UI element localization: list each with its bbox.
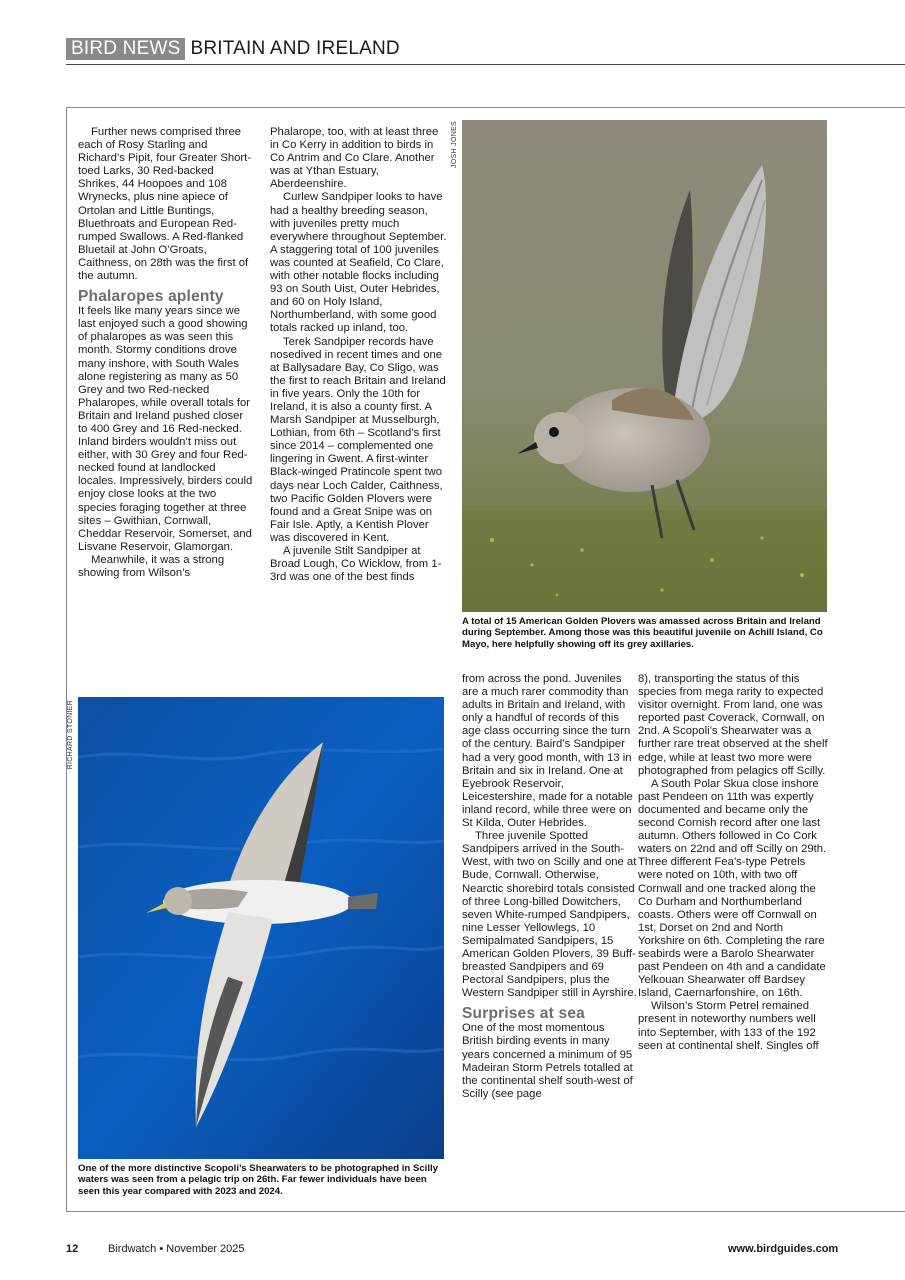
paragraph: A South Polar Skua close inshore past Pendeen on 11th was expertly documented and became only the second Cornish record after one last autumn. Others followed in Co Cork waters on 22nd and off Scilly on 29th. Three different Fea’s-type Petrels were noted on 10th, with two off Cornwall and one tracked along the Co Durham and Northumberland coasts. Others were off Cornwall on 1st, Dorset on 2nd and North Yorkshire on 6th. Completing the rare seabirds were a Barolo Shearwater past Pendeen on 4th and a candidate Yelkouan Shearwater off Bardsey Island, Caernarfonshire, on 16th. [638,777,827,1000]
shearwater-photo [78,697,444,1159]
paragraph: Wilson’s Storm Petrel remained present in noteworthy numbers well into September, with 133 of the 192 seen at continental shelf. Singles off [638,1000,819,1052]
text-column-2 [270,126,450,584]
photo-credit: RICHARD STONIER [67,700,74,770]
text-column-1 [78,126,253,580]
paragraph: It feels like many years since we last enjoyed such a good showing of phalaropes as was seen this month. Stormy conditions drove many inshore, with South Wales alone registering as many as 50 Grey and two Red-necked Phalaropes, while overall totals for Britain and Ireland pushed closer to 400 Grey and 16 Red-necked. Inland birders wouldn’t miss out either, with 30 Grey and four Red-necked found at landlocked locales. Impressively, birders could enjoy close looks at the two species foraging together at three sites – Gwithian, Cornwall, Cheddar Reservoir, Somerset, and Lisvane Reservoir, Glamorgan. [78,305,253,553]
region-title: BRITAIN AND IRELAND [190,38,400,59]
text-column-4 [638,673,830,1053]
page-number: 12 [66,1243,79,1255]
photo-caption: A total of 15 American Golden Plovers was amassed across Britain and Ireland during September. Among those was this beautiful juvenile on Achill Island, Co Mayo, here helpfully showing off its grey axillaries. [462,616,823,650]
subheading-phalaropes: Phalaropes aplenty [78,288,224,306]
section-header [66,38,905,65]
website-url: www.birdguides.com [728,1243,839,1255]
text-column-3 [462,673,637,1101]
paragraph: Three juvenile Spotted Sandpipers arrived in the South-West, with two on Scilly and one at Bude, Cornwall. Otherwise, Nearctic shorebird totals consisted of three Long-billed Dowitchers, seven White-rumped Sandpipers, nine Lesser Yellowlegs, 10 Semipalmated Sandpipers, 15 American Golden Plovers, 39 Buff-breasted Sandpipers and 69 Pectoral Sandpipers, plus the Western Sandpiper still in Ayrshire. [462,830,637,1000]
golden-plover-photo [462,120,827,612]
photo-credit: JOSH JONES [451,121,458,168]
section-label: BIRD NEWS [66,38,185,60]
paragraph: Curlew Sandpiper looks to have had a healthy breeding season, with juveniles pretty much everywhere throughout September. A staggering total of 100 juveniles was counted at Seafield, Co Clare, with other notable flocks including 93 on South Uist, Outer Hebrides, and 60 on Holy Island, Northumberland, with some good totals racked up inland, too. [270,191,447,335]
photo-caption: One of the more distinctive Scopoli’s Shearwaters to be photographed in Scilly waters was seen from a pelagic trip on 26th. Far fewer individuals have been seen this year compared with 2023 and 2024. [78,1163,439,1197]
paragraph: Terek Sandpiper records have nosedived in recent times and one at Ballysadare Bay, Co Sligo, was the first to reach Britain and Ireland in five years. Only the 10th for Ireland, it is also a county first. A Marsh Sandpiper at Musselburgh, Lothian, from 6th – Scotland’s first since 2014 – complemented one lingering in Gwent. A first-winter Black-winged Pratincole spent two days near Loch Calder, Caithness, two Pacific Golden Plovers were found and a Great Snipe was on Fair Isle. Aptly, a Kentish Plover was discovered in Kent. [270,335,446,544]
paragraph: Meanwhile, it was a strong showing from Wilson’s [78,553,225,579]
subheading-sea: Surprises at sea [462,1005,585,1023]
paragraph: A juvenile Stilt Sandpiper at Broad Lough, Co Wicklow, from 1-3rd was one of the best finds [270,545,442,584]
paragraph: One of the most momentous British birding events in many years concerned a minimum of 95 Madeiran Storm Petrels totalled at the continental shelf south-west of Scilly (see page [462,1022,633,1100]
paragraph: Phalarope, too, with at least three in Co Kerry in addition to birds in Co Antrim and Co Clare. Another was at Ythan Estuary, Aberdeenshire. [270,126,439,191]
magazine-issue: Birdwatch • November 2025 [108,1243,245,1255]
paragraph: 8), transporting the status of this species from mega rarity to expected visitor overnight. From land, one was reported past Coverack, Cornwall, on 2nd. A Scopoli’s Shearwater was a further rare treat observed at the shelf edge, while at least two more were photographed from pelagics off Scilly. [638,673,828,777]
paragraph: from across the pond. Juveniles are a much rarer commodity than adults in Britain and Ireland, with only a handful of records of this age class occurring since the turn of the century. Baird’s Sandpiper had a very good month, with 13 in Britain and six in Ireland. One at Eyebrook Reservoir, Leicestershire, made for a notable inland record, while three were on St Kilda, Outer Hebrides. [462,673,633,830]
paragraph: Further news comprised three each of Rosy Starling and Richard’s Pipit, four Greater Short-toed Larks, 30 Red-backed Shrikes, 44 Hoopoes and 108 Wrynecks, plus nine apiece of Ortolan and Little Buntings, Bluethroats and European Red-rumped Swallows. A Red-flanked Bluetail at John O’Groats, Caithness, on 28th was the first of the autumn. [78,126,252,283]
